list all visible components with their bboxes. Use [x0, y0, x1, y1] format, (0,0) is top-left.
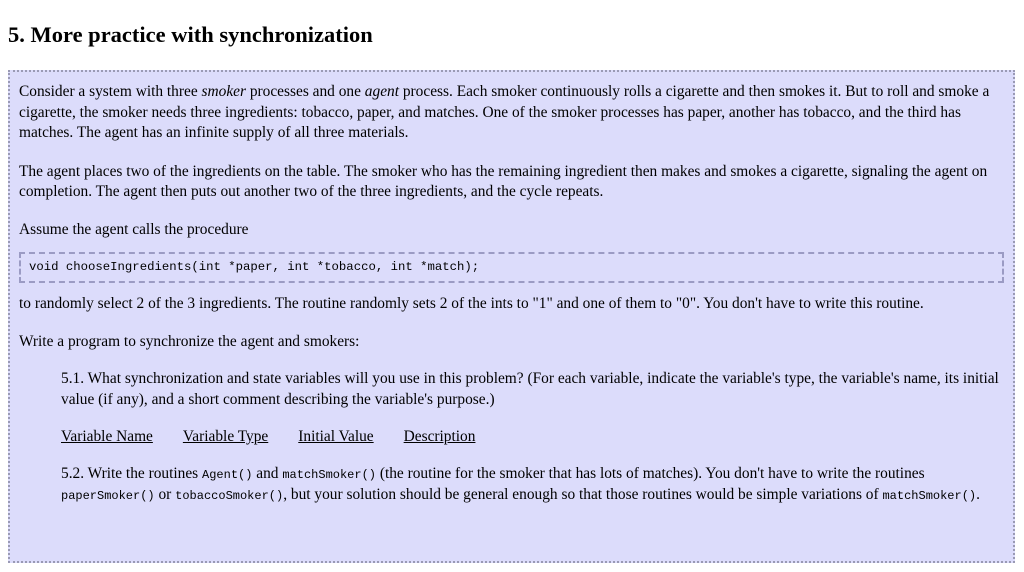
variables-header-row: [61, 427, 1004, 448]
q2-text-2: and: [252, 464, 283, 482]
problem-box: [8, 70, 1015, 563]
header-variable-type: Variable Type: [182, 428, 269, 445]
q2-text-4: or: [154, 486, 176, 503]
intro-paragraph: [19, 82, 1004, 144]
intro-text-2: processes and one: [245, 83, 365, 100]
task-paragraph: Write a program to synchronize the agent and smokers:: [19, 332, 360, 350]
smoker-emphasis: smoker: [201, 83, 246, 100]
q2-text-5: , but your solution should be general enough so that those routines would be simple variations of: [283, 486, 883, 503]
routine-paragraph: to randomly select 2 of the 3 ingredients. The routine randomly sets 2 of the ints to "1" and one of them to "0". You don't have to write this routine.: [19, 295, 924, 312]
question-5-1: 5.1. What synchronization and state variables will you use in this problem? (For each variable, indicate the variable's type, the variable's name, its initial value (if any), and a short comment describing the variable's purpose.): [61, 370, 999, 408]
page-title: 5. More practice with synchronization: [8, 22, 373, 47]
header-initial-value: Initial Value: [298, 428, 374, 445]
intro-text-3: process. Each smoker continuously rolls a cigarette and then smokes it. But to roll and smoke a cigarette, the smoker needs three ingredients: tobacco, paper, and matches. One of the smoker processes has paper, another has tobacco, and the third has matches. The agent has an infinite supply of all three materials.: [19, 83, 990, 141]
intro-text-1: Consider a system with three: [19, 83, 202, 100]
code-tobacco-smoker: tobaccoSmoker(): [175, 489, 284, 503]
q2-text-1: 5.2. Write the routines: [61, 464, 203, 482]
header-description: Description: [403, 428, 476, 445]
code-paper-smoker: paperSmoker(): [61, 489, 155, 503]
agent-paragraph: The agent places two of the ingredients on the table. The smoker who has the remaining ingredient then makes and smokes a cigarette, signaling the agent on completion. The agent then puts out another two of the three ingredients, and the cycle repeats.: [19, 162, 988, 200]
agent-emphasis: agent: [364, 83, 399, 100]
procedure-paragraph: Assume the agent calls the procedure: [19, 220, 249, 238]
q2-text-3: (the routine for the smoker that has lots of matches). You don't have to write the routines: [375, 464, 925, 482]
code-match-smoker-2: matchSmoker(): [882, 489, 977, 503]
code-match-smoker: matchSmoker(): [282, 467, 376, 482]
question-5-2: [61, 464, 1004, 507]
code-agent: Agent(): [202, 467, 253, 482]
code-snippet: void chooseIngredients(int *paper, int *tobacco, int *match);: [19, 252, 1004, 283]
q2-text-6: .: [976, 486, 980, 503]
header-variable-name: Variable Name: [61, 428, 153, 445]
